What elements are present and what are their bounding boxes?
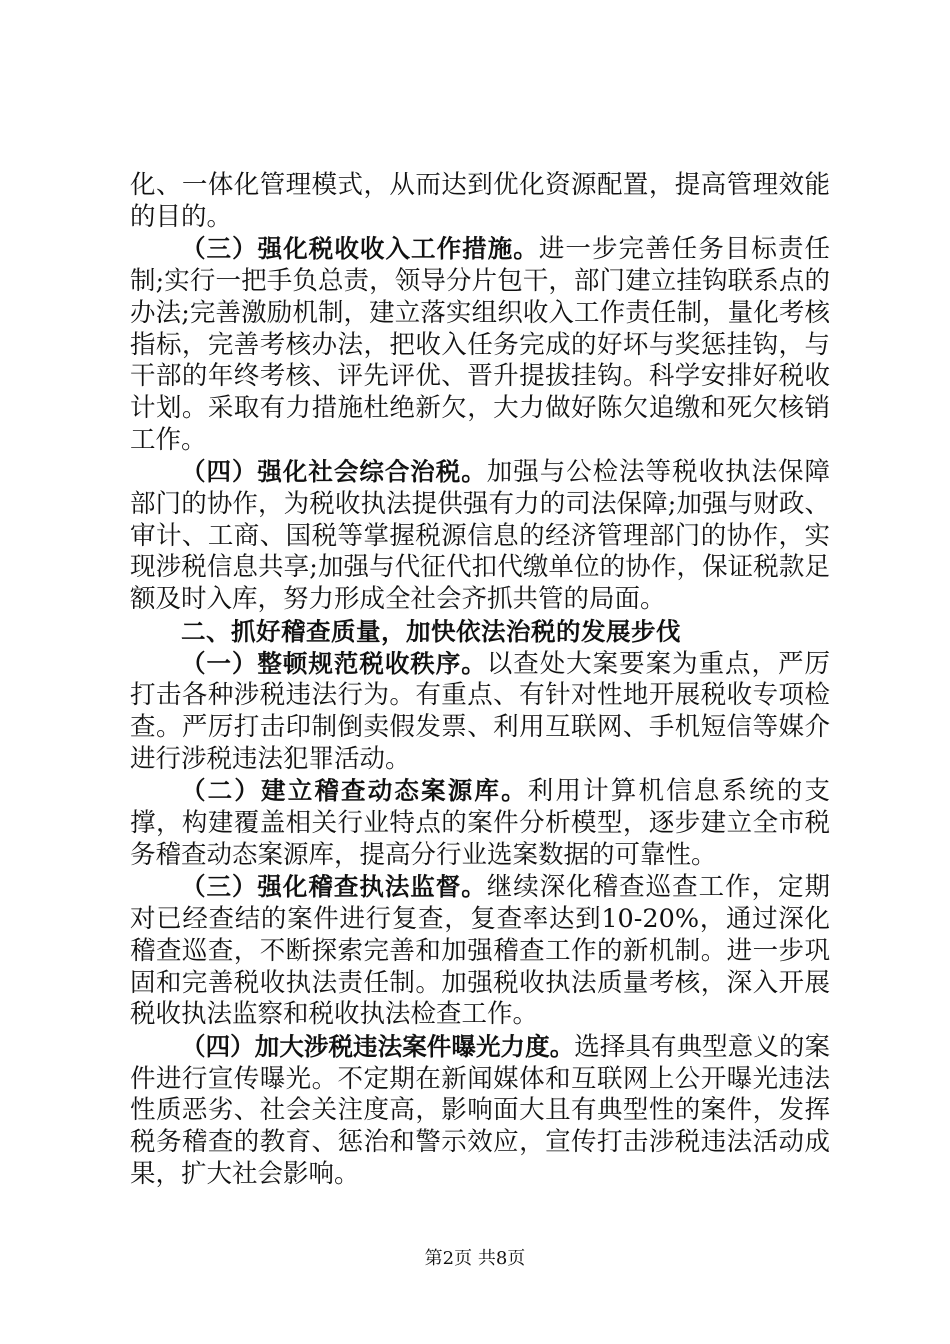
- paragraph-heading: （四）强化社会综合治税。: [181, 457, 487, 487]
- paragraph-strengthen-revenue: [130, 233, 830, 456]
- paragraph-enforcement-supervision: [130, 871, 830, 1031]
- paragraph-text: 加强与公检法等税收执法保障部门的协作，为税收执法提供强有力的司法保障;加强与财政、审计、工商、国税等掌握税源信息的经济管理部门的协作，实现涉税信息共享;加强与代征代扣代缴单位的协作，保证税款足额及时入库，努力形成全社会齐抓共管的局面。: [130, 457, 830, 615]
- paragraph-heading: （一）整顿规范税收秩序。: [181, 648, 487, 678]
- paragraph-case-exposure: [130, 1031, 830, 1191]
- paragraph-text: 进一步完善任务目标责任制;实行一把手负总责，领导分片包干，部门建立挂钩联系点的办法;完善激励机制，建立落实组织收入工作责任制，量化考核指标，完善考核办法，把收入任务完成的好坏与奖惩挂钩，与干部的年终考核、评先评优、晋升提拔挂钩。科学安排好税收计划。采取有力措施杜绝新欠，大力做好陈欠追缴和死欠核销工作。: [130, 234, 830, 455]
- paragraph-case-source-library: [130, 775, 830, 871]
- paragraph-text: 利用计算机信息系统的支撑，构建覆盖相关行业特点的案件分析模型，逐步建立全市税务稽查动态案源库，提高分行业选案数据的可靠性。: [130, 776, 830, 870]
- document-body: [130, 170, 830, 1191]
- paragraph-regulate-tax-order: [130, 648, 830, 776]
- continuation-paragraph: 化、一体化管理模式，从而达到优化资源配置，提高管理效能的目的。: [130, 170, 830, 232]
- page-footer: 第2页 共8页: [424, 1248, 526, 1269]
- paragraph-text: 选择具有典型意义的案件进行宣传曝光。不定期在新闻媒体和互联网上公开曝光违法性质恶劣、社会关注度高，影响面大且有典型性的案件，发挥税务稽查的教育、惩治和警示效应，宣传打击涉税违法活动成果，扩大社会影响。: [130, 1031, 830, 1189]
- paragraph-heading: （二）建立稽查动态案源库。: [181, 776, 528, 806]
- paragraph-heading: （三）强化稽查执法监督。: [181, 872, 487, 902]
- paragraph-social-tax-governance: [130, 456, 830, 616]
- paragraph-text: 继续深化稽查巡查工作，定期对已经查结的案件进行复查，复查率达到10-20%，通过深化稽查巡查，不断探索完善和加强稽查工作的新机制。进一步巩固和完善税收执法责任制。加强税收执法质量考核，深入开展税收执法监察和税收执法检查工作。: [130, 872, 830, 1030]
- section-heading: 二、抓好稽查质量，加快依法治税的发展步伐: [181, 616, 681, 646]
- paragraph-heading: （四）加大涉税违法案件曝光力度。: [181, 1031, 575, 1061]
- paragraph-text: 以查处大案要案为重点，严厉打击各种涉税违法行为。有重点、有针对性地开展税收专项检查。严厉打击印制倒卖假发票、利用互联网、手机短信等媒介进行涉税违法犯罪活动。: [130, 648, 830, 774]
- paragraph-heading: （三）强化税收收入工作措施。: [181, 234, 539, 264]
